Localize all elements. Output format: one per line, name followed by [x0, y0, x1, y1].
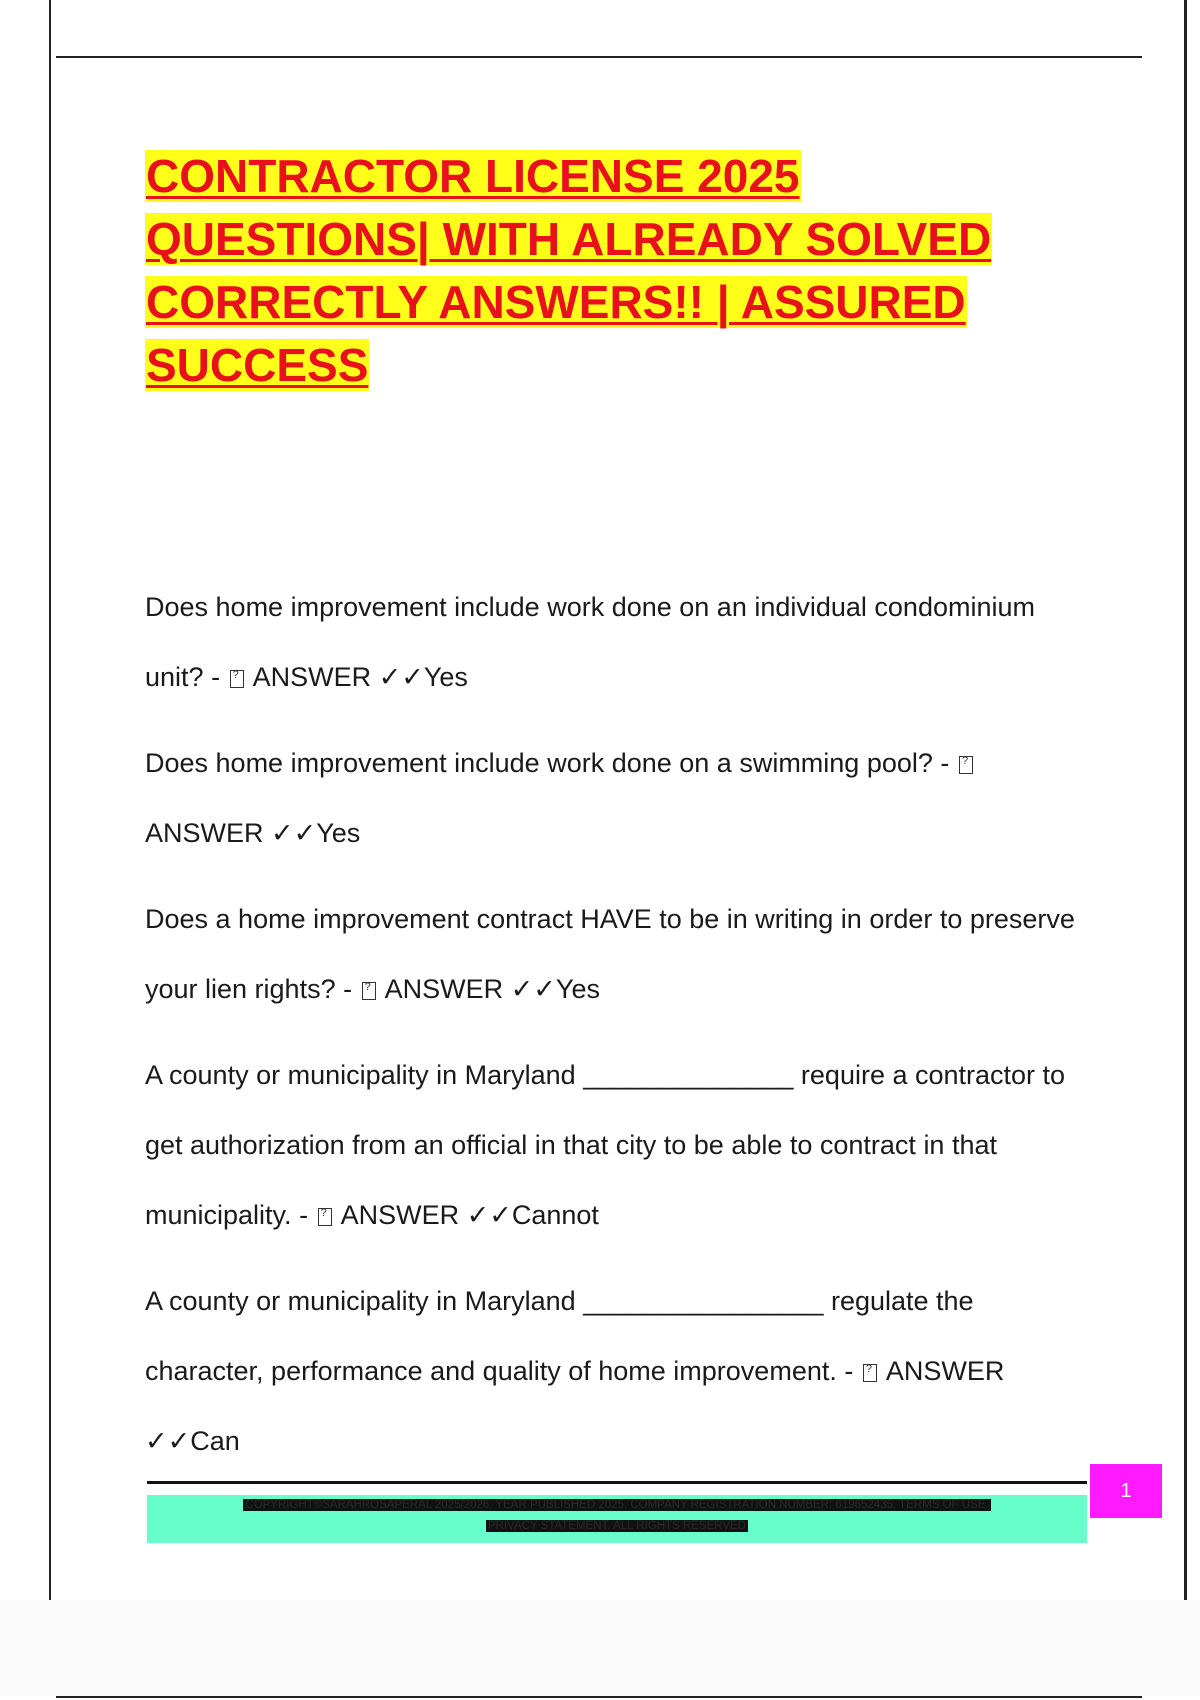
copyright-line-2: PRIVACY STATEMENT. ALL RIGHTS RESERVED	[488, 1520, 746, 1532]
separator: -	[844, 1356, 854, 1386]
copyright-line-1: COPYRIGHT©SARAHROSAPERAL 2025/2026. YEAR PUBLISHED 2025. COMPANY REGISTRATION NUMBER: 619652435. TERMS OF USE.	[245, 1499, 989, 1511]
question-text: Does home improvement include work done on an individual condominium unit?	[145, 592, 1035, 692]
page-right-border	[1184, 0, 1187, 1600]
qa-item	[145, 1040, 1085, 1250]
answer-text: ANSWER ✓✓Yes	[252, 662, 468, 692]
separator: -	[211, 662, 221, 692]
answer-text: ANSWER ✓✓Yes	[145, 818, 361, 848]
missing-glyph-box-icon	[863, 1364, 877, 1382]
question-text: A county or municipality in Maryland ______________ require a contractor to get authorization from an official in that city to be able to contract in that municipality.	[145, 1060, 1066, 1230]
question-text: A county or municipality in Maryland ________________ regulate the character, performance and quality of home improvement.	[145, 1286, 974, 1386]
page-left-border	[49, 0, 51, 1600]
missing-glyph-box-icon	[230, 670, 244, 688]
separator: -	[343, 974, 353, 1004]
missing-glyph-box-icon	[362, 982, 376, 1000]
question-text: Does home improvement include work done on a swimming pool?	[145, 748, 933, 778]
page-gap	[0, 1600, 1200, 1696]
answer-text: ANSWER ✓✓Yes	[384, 974, 600, 1004]
footer-rule	[147, 1481, 1087, 1484]
document-title	[145, 145, 1075, 397]
qa-item	[145, 1266, 1085, 1476]
missing-glyph-box-icon	[318, 1208, 332, 1226]
qa-item	[145, 884, 1085, 1024]
answer-text: ANSWER ✓✓Cannot	[340, 1200, 599, 1230]
question-text: Does a home improvement contract HAVE to be in writing in order to preserve your lien rights?	[145, 904, 1075, 1004]
qa-item	[145, 728, 1085, 868]
header-rule	[56, 56, 1142, 58]
next-page-rule	[56, 1696, 1142, 1698]
qa-list	[145, 572, 1085, 1492]
separator: -	[299, 1200, 309, 1230]
separator: -	[940, 748, 950, 778]
qa-item	[145, 572, 1085, 712]
copyright-footer	[147, 1495, 1087, 1543]
page-number-badge: 1	[1090, 1464, 1162, 1518]
answer-text: ANSWER ✓✓Can	[145, 1356, 1005, 1456]
document-title-text: CONTRACTOR LICENSE 2025 QUESTIONS| WITH ALREADY SOLVED CORRECTLY ANSWERS!! | ASSURED SUCCESS	[146, 150, 992, 391]
missing-glyph-box-icon	[959, 756, 973, 774]
